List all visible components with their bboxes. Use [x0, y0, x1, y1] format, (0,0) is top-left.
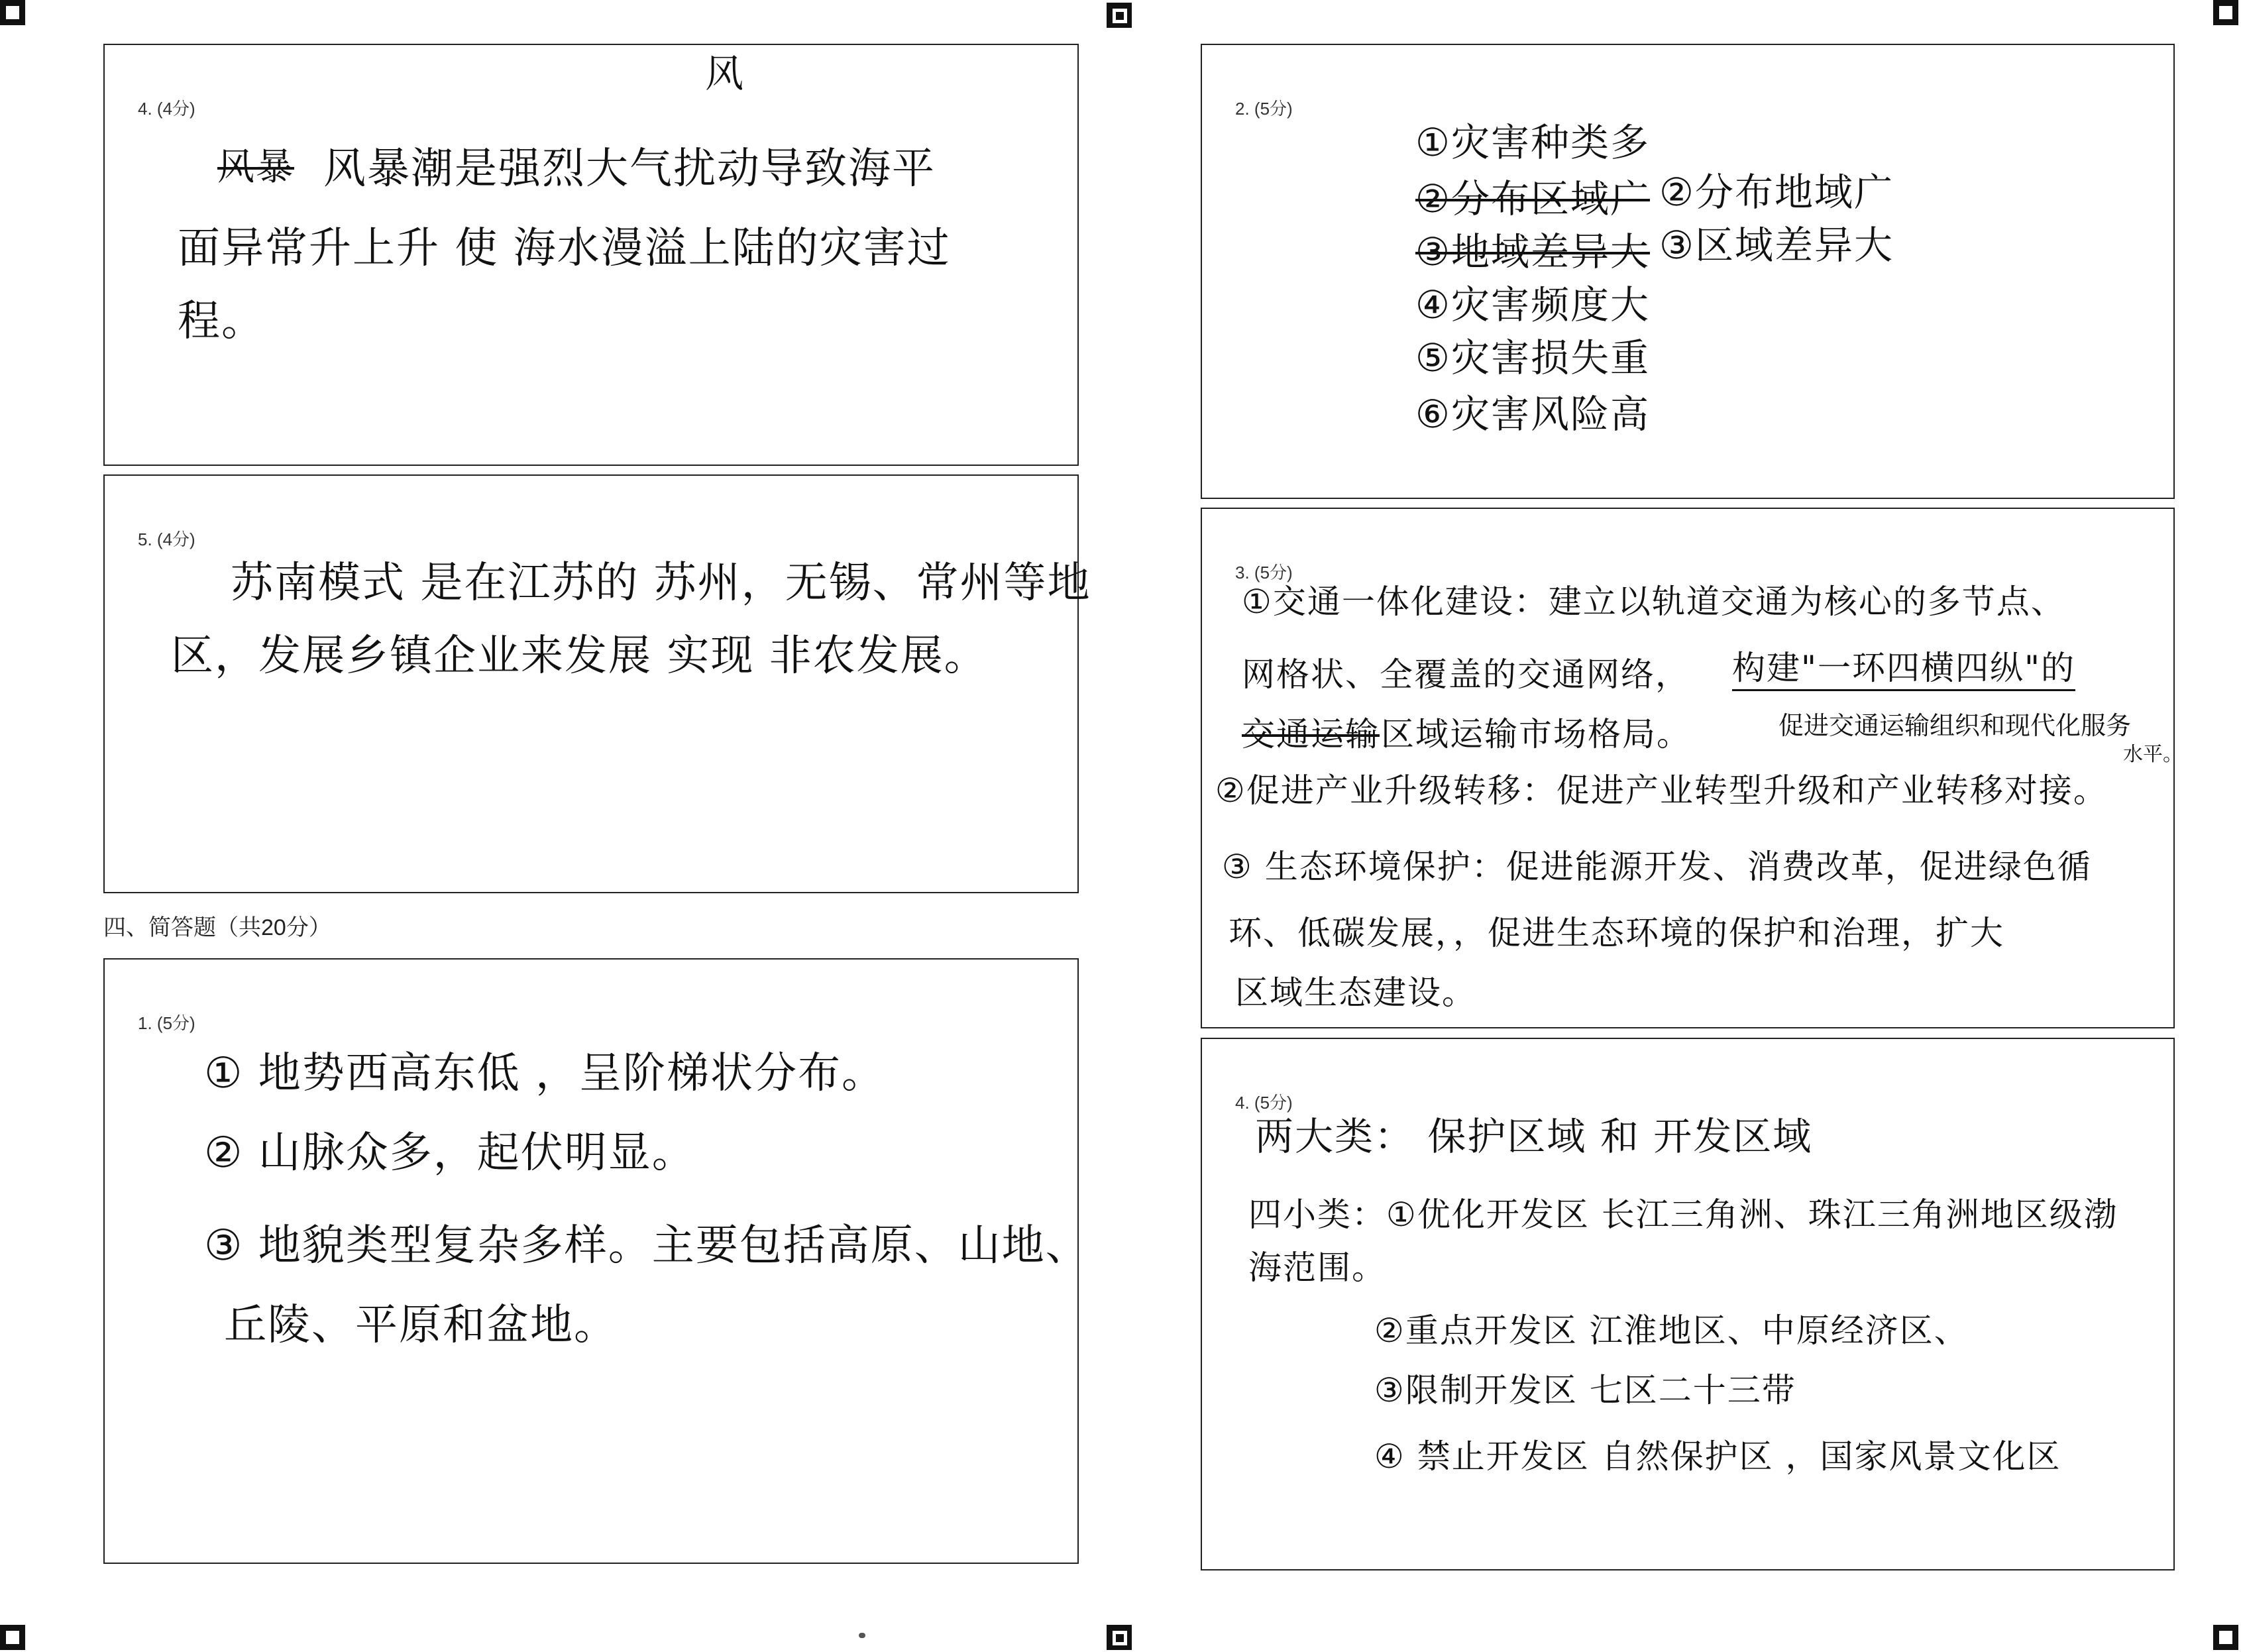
answer-line-2: 区，发展乡镇企业来发展 实现 非农发展。	[171, 632, 988, 681]
margin-note-2: 水平。	[2123, 743, 2183, 766]
answer-line-4: ②重点开发区 江淮地区、中原经济区、	[1374, 1311, 1969, 1350]
answer-line-2a: 网格状、全覆盖的交通网络，	[1242, 655, 1690, 694]
answer-box-s1	[103, 958, 1089, 1564]
question-number: 2. (5分)	[1235, 99, 1293, 119]
answer-line-4: 丘陵、平原和盆地。	[224, 1301, 618, 1350]
answer-line-1: 苏南模式 是在江苏的 苏州，无锡、常州等地	[231, 559, 1091, 608]
answer-line-1: 两大类： 保护区域 和 开发区域	[1255, 1114, 1813, 1159]
answer-box-s2	[1201, 44, 2175, 499]
answer-box-q4	[103, 44, 1079, 466]
answer-item-5: ⑤灾害损失重	[1415, 335, 1650, 380]
answer-item-4: ④灾害频度大	[1415, 282, 1650, 327]
revised-item-2: ②分布地域广	[1659, 170, 1894, 215]
answer-item-1: ①灾害种类多	[1415, 120, 1650, 165]
answer-line-6: 环、低碳发展，，促进生态环境的保护和治理，扩大	[1229, 914, 2004, 952]
question-number: 4. (5分)	[1235, 1093, 1293, 1113]
insert-mark: 风	[705, 51, 745, 96]
struck-item-3: ③地域差异大	[1415, 229, 1650, 274]
answer-line-4: ②促进产业升级转移：促进产业转型升级和产业转移对接。	[1215, 771, 2108, 810]
ink-speck	[859, 1633, 865, 1638]
answer-box-s3	[1201, 508, 2183, 1028]
answer-item-6: ⑥灾害风险高	[1415, 392, 1650, 437]
corner-marker-top-right	[2213, 0, 2238, 25]
struck-text: 风暴	[217, 146, 294, 189]
answer-line-2b: 构建"一环四横四纵"的	[1732, 641, 2075, 691]
question-number: 4. (4分)	[138, 99, 195, 119]
question-number: 3. (5分)	[1235, 563, 1293, 582]
answer-line-2: ② 山脉众多，起伏明显。	[204, 1129, 696, 1178]
question-number: 1. (5分)	[138, 1013, 195, 1033]
answer-line-6: ④ 禁止开发区 自然保护区 ，国家风景文化区	[1374, 1437, 2061, 1476]
corner-marker-bottom-right	[2213, 1625, 2238, 1650]
section-title: 四、简答题（共20分）	[103, 915, 331, 940]
answer-line-7: 区域生态建设。	[1235, 973, 1476, 1012]
struck-item-2: ②分布区域广	[1415, 176, 1650, 221]
answer-line-5: ③限制开发区 七区二十三带	[1374, 1371, 1796, 1409]
answer-line-5: ③ 生态环境保护：促进能源开发、消费改革，促进绿色循	[1222, 848, 2092, 886]
alignment-marker-bottom-center	[1107, 1625, 1132, 1650]
answer-line-2: 四小类：①优化开发区 长江三角洲、珠江三角洲地区级渤	[1248, 1195, 2118, 1234]
answer-line-1: ①交通一体化建设：建立以轨道交通为核心的多节点、	[1242, 582, 2065, 621]
margin-note: 促进交通运输组织和现代化服务	[1778, 711, 2132, 740]
answer-line-1: ① 地势西高东低 ，呈阶梯状分布。	[204, 1049, 886, 1098]
corner-marker-bottom-left	[0, 1625, 25, 1650]
answer-line-2: 面异常升上升 使 海水漫溢上陆的灾害过	[178, 224, 951, 273]
corner-marker-top-left	[0, 0, 25, 25]
answer-box-q5	[103, 474, 1091, 893]
revised-item-3: ③区域差异大	[1659, 223, 1894, 268]
answer-line-3: 区域运输市场格局。	[1381, 715, 1691, 753]
struck-text: 交通运输	[1242, 715, 1380, 753]
answer-line-1: 风暴潮是强烈大气扰动导致海平	[323, 144, 936, 193]
answer-line-3: ③ 地貌类型复杂多样。主要包括高原、山地、	[204, 1221, 1089, 1270]
answer-line-3: 程。	[178, 297, 265, 346]
question-number: 5. (4分)	[138, 529, 195, 549]
answer-line-3: 海范围。	[1248, 1248, 1386, 1287]
answer-box-s4	[1201, 1038, 2175, 1570]
alignment-marker-top-center	[1107, 3, 1132, 28]
